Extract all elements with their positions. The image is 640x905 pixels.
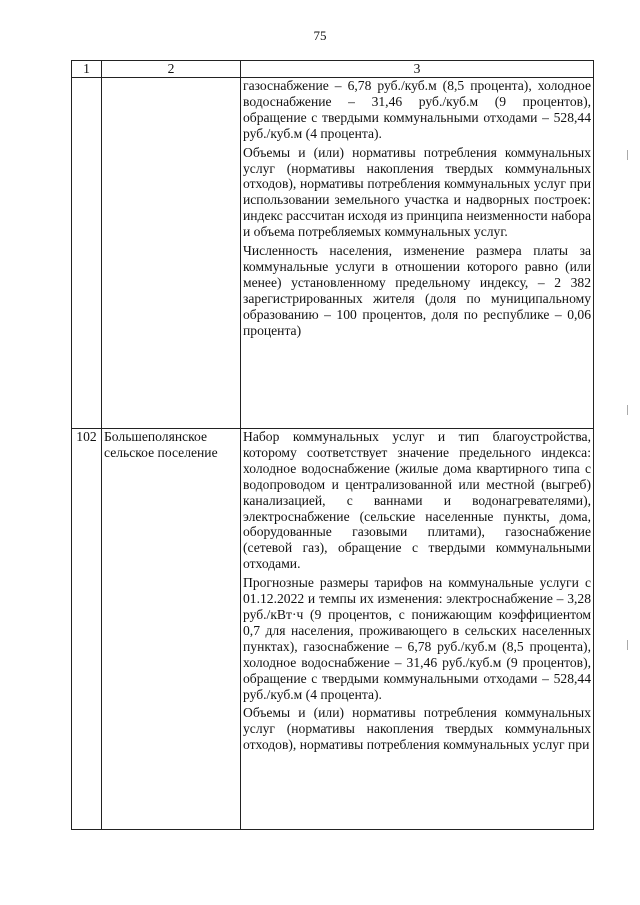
- tariff-table: [71, 60, 594, 830]
- row-number-cell: [72, 78, 102, 429]
- column-header-1: 1: [72, 61, 102, 78]
- paragraph: Набор коммунальных услуг и тип благоустройства, которому соответствует значение предельного индекса: холодное водоснабжение (жилые дома квартирного типа с водопроводом и централизованной или местной (выгреб) канализацией, с ваннами и водонагревателями), электроснабжение (сельские населенные пункты, дома, оборудованные газовыми плитами), газоснабжение (сетевой газ), обращение с твердыми коммунальными отходами.: [243, 429, 591, 572]
- table-row: [72, 429, 594, 830]
- table-row: [72, 78, 594, 429]
- scan-edge-mark: [627, 405, 628, 415]
- table-header-row: [72, 61, 594, 78]
- municipality-name-cell: [102, 78, 241, 429]
- paragraph: газоснабжение – 6,78 руб./куб.м (8,5 процента), холодное водоснабжение – 31,46 руб./куб.м (9 процентов), обращение с твердыми коммунальными отходами – 528,44 руб./куб.м (4 процента).: [243, 78, 591, 141]
- paragraph: Объемы и (или) нормативы потребления коммунальных услуг (нормативы накопления твердых коммунальных отходов), нормативы потребления коммунальных услуг при: [243, 705, 591, 753]
- column-header-2: 2: [102, 61, 241, 78]
- scan-edge-mark: [627, 640, 628, 650]
- column-header-3: 3: [241, 61, 594, 78]
- page-number: 75: [313, 28, 327, 43]
- municipality-name-cell: Большеполянское сельское поселение: [102, 429, 241, 830]
- paragraph: Численность населения, изменение размера платы за коммунальные услуги в отношении которого равно (или менее) установленному предельному индексу, – 2 382 зарегистрированных жителя (доля по муниципальному образованию – 100 процентов, доля по республике – 0,06 процента): [243, 243, 591, 338]
- description-cell: [241, 78, 594, 429]
- paragraph: Объемы и (или) нормативы потребления коммунальных услуг (нормативы накопления твердых коммунальных отходов), нормативы потребления коммунальных услуг при использовании земельного участка и надворных построек: индекс рассчитан исходя из принципа неизменности набора и объема потребляемых коммунальных услуг.: [243, 144, 591, 240]
- paragraph: Прогнозные размеры тарифов на коммунальные услуги с 01.12.2022 и темпы их изменения: электроснабжение – 3,28 руб./кВт·ч (9 процентов, с понижающим коэффициентом 0,7 для населения, проживающего в сельских населенных пунктах), газоснабжение – 6,78 руб./куб.м (8,5 процента), холодное водоснабжение – 31,46 руб./куб.м (9 процентов), обращение с твердыми коммунальными отходами – 528,44 руб./куб.м (4 процента).: [243, 575, 591, 702]
- description-cell: [241, 429, 594, 830]
- row-number-cell: 102: [72, 429, 102, 830]
- scan-edge-mark: [627, 150, 628, 160]
